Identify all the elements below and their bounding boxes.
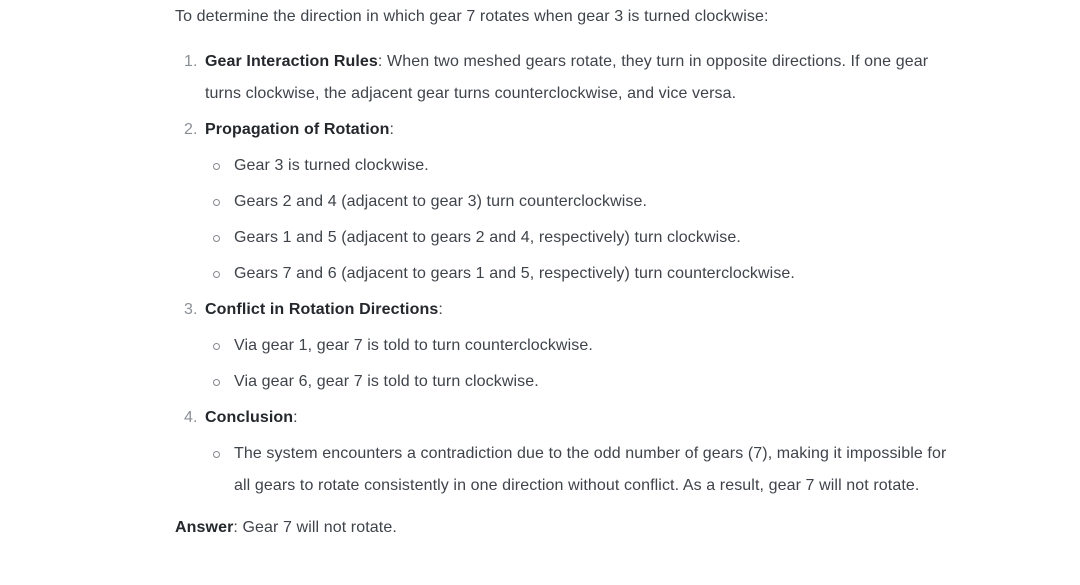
bullet-item [205, 366, 965, 398]
bullet-text: Via gear 6, gear 7 is told to turn clockwise. [234, 373, 539, 390]
bullet-item [205, 222, 965, 254]
bullet-item [205, 330, 965, 362]
bullet-circle-icon [205, 222, 234, 254]
answer-line [175, 512, 997, 544]
list-marker: 3. [184, 301, 198, 318]
list-item [175, 114, 997, 290]
list-item-text [205, 114, 965, 146]
list-marker: 2. [184, 121, 198, 138]
bullet-circle-icon [205, 186, 234, 218]
list-item-body: : [389, 121, 395, 138]
list-item-title: Conflict in Rotation Directions [205, 301, 439, 318]
list-item [175, 402, 997, 502]
bullet-text: Gears 1 and 5 (adjacent to gears 2 and 4, respectively) turn clockwise. [234, 229, 741, 246]
list-item-title: Propagation of Rotation [205, 121, 390, 138]
bullet-item [205, 150, 965, 182]
list-item-body: : When two meshed gears rotate, they turn in opposite directions. If one gear turns clockwise, the adjacent gear turns counterclockwise, and vice versa. [205, 53, 929, 102]
bullet-circle-icon [205, 366, 234, 398]
list-item-text [205, 402, 965, 434]
intro-paragraph: To determine the direction in which gear 7 rotates when gear 3 is turned clockwise: [175, 8, 769, 25]
bullet-item [205, 258, 965, 290]
bullet-circle-icon [205, 150, 234, 182]
bullet-circle-icon [205, 258, 234, 290]
bullet-list [205, 330, 965, 398]
bullet-text: Gears 7 and 6 (adjacent to gears 1 and 5, respectively) turn counterclockwise. [234, 265, 795, 282]
answer-label: Answer [175, 519, 234, 536]
bullet-item [205, 186, 965, 218]
bullet-text: Via gear 1, gear 7 is told to turn counterclockwise. [234, 337, 593, 354]
list-item [175, 294, 997, 398]
bullet-item [205, 438, 965, 502]
list-marker: 1. [184, 53, 198, 70]
list-item-title: Gear Interaction Rules [205, 53, 378, 70]
list-item-text [205, 46, 965, 110]
answer-text: : Gear 7 will not rotate. [233, 519, 397, 536]
bullet-text: The system encounters a contradiction due to the odd number of gears (7), making it impossible for all gears to rotate consistently in one direction without conflict. As a result, gear 7 will not rotate. [234, 445, 947, 494]
bullet-circle-icon [205, 330, 234, 362]
answer-document [175, 1, 997, 544]
bullet-circle-icon [205, 438, 234, 502]
list-item-title: Conclusion [205, 409, 294, 426]
numbered-list [175, 46, 997, 502]
list-item-body: : [438, 301, 443, 318]
list-marker: 4. [184, 409, 198, 426]
bullet-list [205, 150, 965, 290]
bullet-text: Gears 2 and 4 (adjacent to gear 3) turn counterclockwise. [234, 193, 648, 210]
list-item-text [205, 294, 965, 326]
bullet-text: Gear 3 is turned clockwise. [234, 157, 429, 174]
bullet-list [205, 438, 965, 502]
list-item [175, 46, 997, 110]
list-item-body: : [293, 409, 298, 426]
